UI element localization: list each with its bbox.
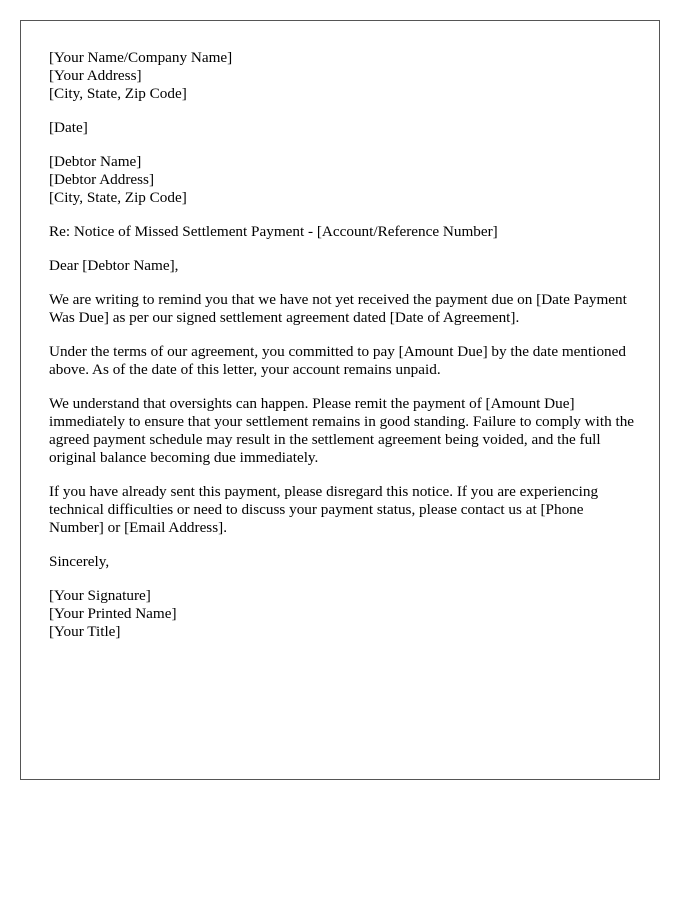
body-paragraph-1: We are writing to remind you that we have not yet received the payment due on [Date Payment Was Due] as per our signed settlement agreement dated [Date of Agreement]. <box>49 291 627 326</box>
recipient-city-state-zip: [City, State, Zip Code] <box>49 189 187 206</box>
signer-title: [Your Title] <box>49 623 121 640</box>
sender-name: [Your Name/Company Name] <box>49 49 233 66</box>
printed-name: [Your Printed Name] <box>49 605 177 622</box>
signature-block <box>49 587 639 641</box>
letter-page <box>20 20 660 780</box>
salutation <box>49 257 639 275</box>
signature-line: [Your Signature] <box>49 587 151 604</box>
letter-date: [Date] <box>49 119 88 136</box>
recipient-name: [Debtor Name] <box>49 153 142 170</box>
body-paragraph-2: Under the terms of our agreement, you committed to pay [Amount Due] by the date mentioned above. As of the date of this letter, your account remains unpaid. <box>49 343 626 378</box>
subject-text: Re: Notice of Missed Settlement Payment - [Account/Reference Number] <box>49 223 498 240</box>
closing <box>49 553 639 571</box>
body-paragraph-4: If you have already sent this payment, please disregard this notice. If you are experiencing technical difficulties or need to discuss your payment status, please contact us at [Phone Number] or [Email Address]. <box>49 483 599 536</box>
date-block <box>49 119 639 137</box>
closing-text: Sincerely, <box>49 553 110 570</box>
subject-line <box>49 223 639 241</box>
letter-body <box>49 49 639 657</box>
sender-address: [Your Address] <box>49 67 142 84</box>
sender-block <box>49 49 639 103</box>
salutation-text: Dear [Debtor Name], <box>49 257 179 274</box>
recipient-block <box>49 153 639 207</box>
recipient-address: [Debtor Address] <box>49 171 155 188</box>
body-paragraph-3: We understand that oversights can happen. Please remit the payment of [Amount Due] immediately to ensure that your settlement remains in good standing. Failure to comply with the agreed payment schedule may result in the settlement agreement being voided, and the full original balance becoming due immediately. <box>49 395 635 466</box>
sender-city-state-zip: [City, State, Zip Code] <box>49 85 187 102</box>
